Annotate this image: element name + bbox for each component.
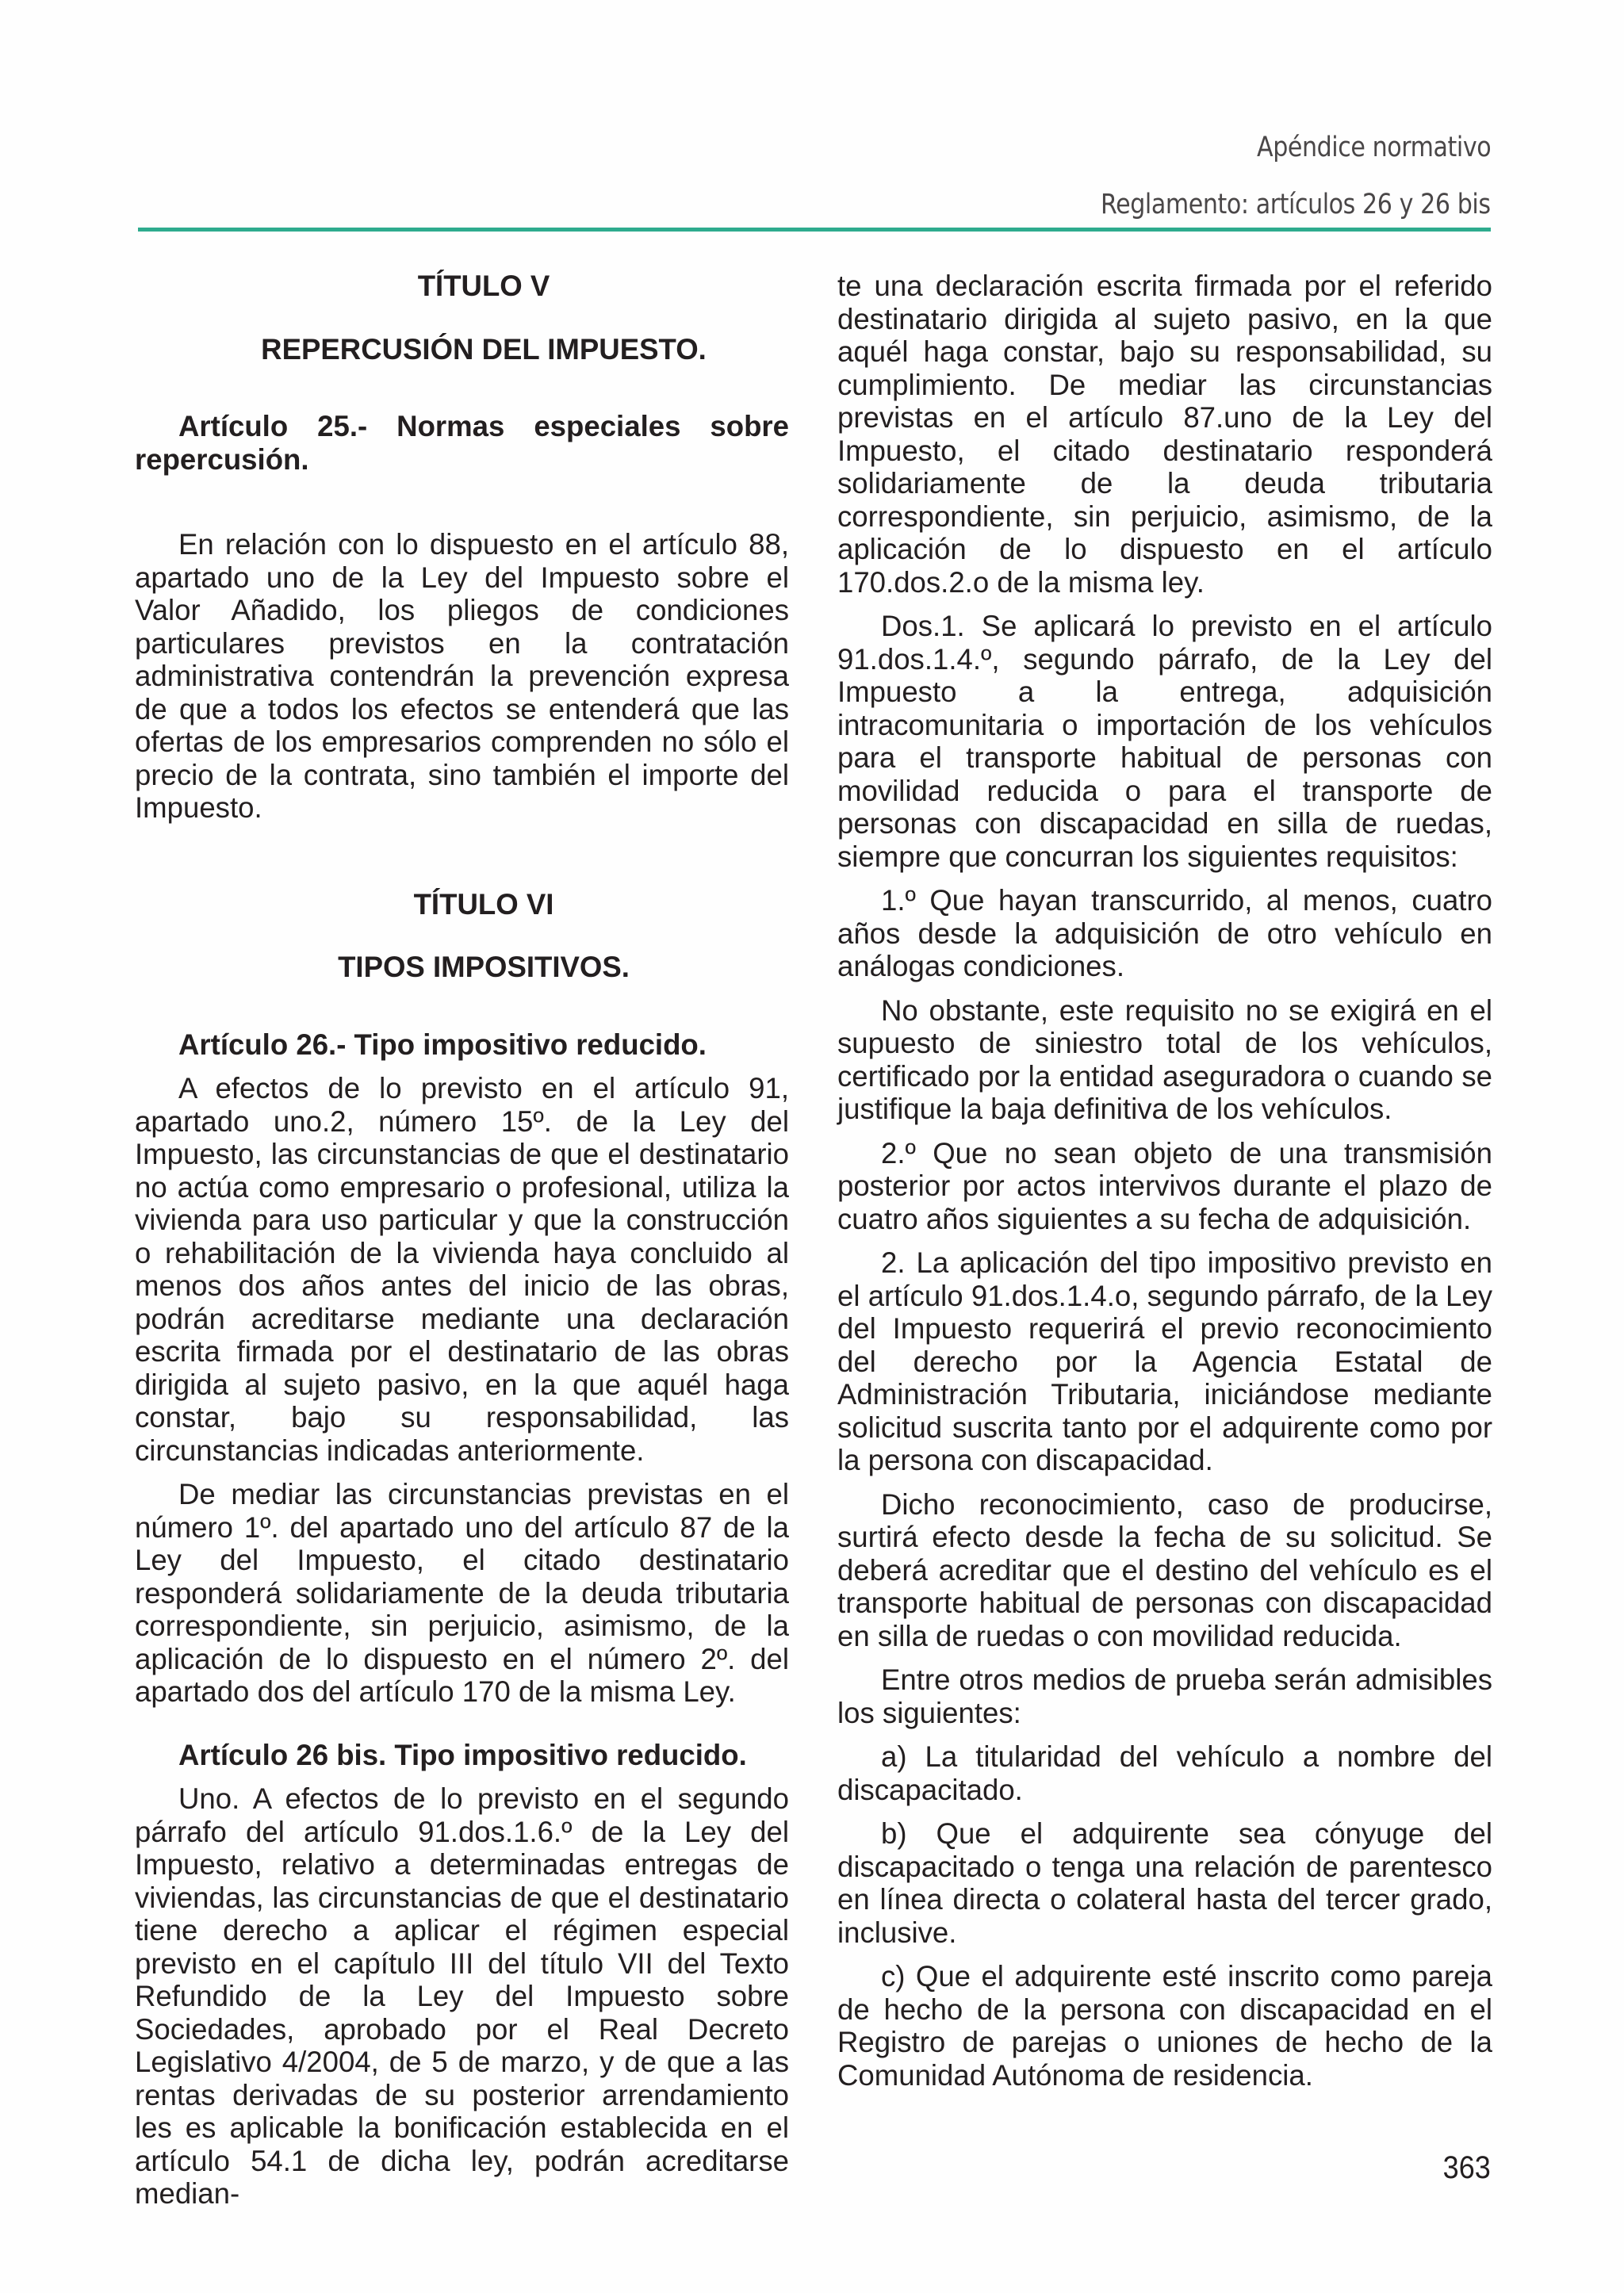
page-number: 363 (1442, 2150, 1491, 2185)
dicho-reconocimiento-paragraph: Dicho reconocimiento, caso de producirse, surtirá efecto desde la fecha de su solicitud. Se deberá acreditar que el destino del vehículo es el transporte habitual de personas con discapacidad en silla de ruedas o con movilidad reducida. (837, 1487, 1492, 1652)
proof-a-paragraph: a) La titularidad del vehículo a nombre del discapacitado. (837, 1740, 1492, 1806)
article-26bis-paragraph-1: Uno. A efectos de lo previsto en el segundo párrafo del artículo 91.dos.1.6.º de la Ley del Impuesto, relativo a determinadas entregas de viviendas, las circunstancias de que el destinatario tiene derecho a aplicar el régimen especial previsto en el capítulo III del título VII del Texto Refundido de la Ley del Impuesto sobre Sociedades, aprobado por el Real Decreto Legislativo 4/2004, de 5 de marzo, y de que a las rentas derivadas de su posterior arrendamiento les es aplicable la bonificación establecida en el artículo 54.1 de dicha ley, podrán acreditarse median- (135, 1782, 789, 2210)
requirement-2-paragraph: 2.º Que no sean objeto de una transmisión posterior por actos intervivos durante el plazo de cuatro años siguientes a su fecha de adquisición. (837, 1136, 1492, 1235)
dos-1-paragraph: Dos.1. Se aplicará lo previsto en el artículo 91.dos.1.4.º, segundo párrafo, de la Ley del Impuesto a la entrega, adquisición intracomunitaria o importación de los vehículos para el transporte habitual de personas con movilidad reducida o para el transporte de personas con discapacidad en silla de ruedas, siempre que concurran los siguientes requisitos: (837, 610, 1492, 873)
titulo-vi-heading: TÍTULO VI (413, 887, 554, 921)
titulo-v-heading: TÍTULO V (417, 270, 550, 302)
proof-b-paragraph: b) Que el adquirente sea cónyuge del discapacitado o tenga una relación de parentesco en línea directa o colateral hasta del tercer grado, inclusive. (837, 1817, 1492, 1949)
medios-prueba-paragraph: Entre otros medios de prueba serán admisibles los siguientes: (837, 1663, 1492, 1729)
dos-2-paragraph: 2. La aplicación del tipo impositivo previsto en el artículo 91.dos.1.4.o, segundo párrafo, de la Ley del Impuesto requerirá el previo reconocimiento del derecho por la Agencia Estatal de Administración Tributaria, iniciándose mediante solicitud suscrita tanto por el adquirente como por la persona con discapacidad. (837, 1246, 1492, 1476)
article-25-title: Artículo 25.- Normas especiales sobre repercusión. (135, 410, 789, 476)
article-26-paragraph-2: De mediar las circunstancias previstas en el número 1º. del apartado uno del artículo 87 de la Ley del Impuesto, el citado destinatario responderá solidariamente de la deuda tributaria correspondiente, sin perjuicio, asimismo, de la aplicación de lo dispuesto en el número 2º. del apartado dos del artículo 170 de la misma Ley. (135, 1478, 789, 1708)
article-26bis-continuation: te una declaración escrita firmada por el referido destinatario dirigida al sujeto pasivo, en la que aquél haga constar, bajo su responsabilidad, su cumplimiento. De mediar las circunstancias previstas en el artículo 87.uno de la Ley del Impuesto, el citado destinatario responderá solidariamente de la deuda tributaria correspondiente, sin perjuicio, asimismo, de la aplicación de lo dispuesto en el artículo 170.dos.2.o de la misma ley. (837, 270, 1492, 599)
titulo-v-subheading: REPERCUSIÓN DEL IMPUESTO. (261, 332, 707, 366)
article-26-title: Artículo 26.- Tipo impositivo reducido. (178, 1028, 707, 1061)
right-column (837, 270, 1492, 2092)
running-head-articles: Reglamento: artículos 26 y 26 bis (1101, 189, 1491, 220)
requirement-1-paragraph: 1.º Que hayan transcurrido, al menos, cuatro años desde la adquisición de otro vehículo en análogas condiciones. (837, 884, 1492, 982)
article-25-paragraph: En relación con lo dispuesto en el artículo 88, apartado uno de la Ley del Impuesto sobre el Valor Añadido, los pliegos de condiciones particulares previstos en la contratación administrativa contendrán la prevención expresa de que a todos los efectos se entenderá que las ofertas de los empresarios comprenden no sólo el precio de la contrata, sino también el importe del Impuesto. (135, 528, 789, 824)
article-26-paragraph-1: A efectos de lo previsto en el artículo 91, apartado uno.2, número 15º. de la Ley del Impuesto, las circunstancias de que el destinatario no actúa como empresario o profesional, utiliza la vivienda para uso particular y que la construcción o rehabilitación de la vivienda haya concluido al menos dos años antes del inicio de las obras, podrán acreditarse mediante una declaración escrita firmada por el destinatario de las obras dirigida al sujeto pasivo, en la que aquél haga constar, bajo su responsabilidad, las circunstancias indicadas anteriormente. (135, 1072, 789, 1467)
proof-c-paragraph: c) Que el adquirente esté inscrito como pareja de hecho de la persona con discapacidad en el Registro de parejas o uniones de hecho de la Comunidad Autónoma de residencia. (837, 1960, 1492, 2092)
running-head-section: Apéndice normativo (1256, 132, 1491, 163)
left-column (135, 270, 789, 2211)
no-obstante-paragraph: No obstante, este requisito no se exigirá en el supuesto de siniestro total de los vehículos, certificado por la entidad aseguradora o cuando se justifique la baja definitiva de los vehículos. (837, 993, 1492, 1125)
titulo-vi-subheading: TIPOS IMPOSITIVOS. (338, 951, 630, 983)
header-rule (138, 228, 1491, 232)
article-26bis-title: Artículo 26 bis. Tipo impositivo reducido. (178, 1738, 747, 1771)
